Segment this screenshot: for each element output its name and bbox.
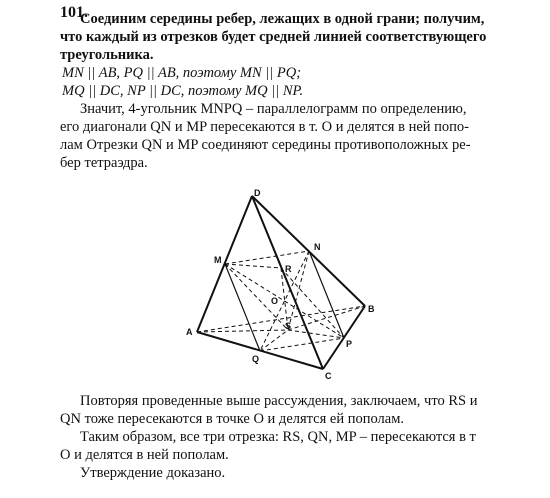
text-line-7: его диагонали QN и MP пересекаются в т. O и делятся в ней попо- xyxy=(60,119,469,135)
label-N: N xyxy=(314,242,321,252)
label-O: O xyxy=(271,296,279,306)
segment-QS xyxy=(260,330,288,351)
segment-QP xyxy=(260,338,344,351)
text-line-11: QN тоже пересекаются в точке O и делятся ей пополам. xyxy=(60,411,405,427)
text-line-14: Утверждение доказано. xyxy=(80,465,226,481)
text-line-5: MQ || DC, NP || DC, поэтому MQ || NP. xyxy=(62,83,304,99)
segment-SP xyxy=(288,330,344,338)
text-line-10: Повторяя проведенные выше рассуждения, заключаем, что RS и xyxy=(80,393,478,409)
text-line-3: треугольника. xyxy=(60,47,154,63)
label-B: B xyxy=(368,304,375,314)
label-M: M xyxy=(214,255,222,265)
segment-MN xyxy=(225,251,309,264)
text-line-2: что каждый из отрезков будет средней линией соответствующего xyxy=(60,29,487,45)
problem-number: 101. xyxy=(60,4,88,21)
label-R: R xyxy=(285,264,292,274)
label-D: D xyxy=(254,188,261,198)
label-Q: Q xyxy=(252,354,260,364)
label-P: P xyxy=(346,339,353,349)
text-line-8: лам Отрезки QN и MP соединяют середины противоположных ре- xyxy=(60,137,471,153)
segment-AS xyxy=(197,330,288,332)
text-line-1: Соединим середины ребер, лежащих в одной грани; получим, xyxy=(80,11,485,27)
label-S: S xyxy=(285,321,292,331)
text-line-6: Значит, 4-угольник MNPQ – параллелограмм по определению, xyxy=(80,101,467,117)
label-C: C xyxy=(325,371,332,381)
segment-MQ xyxy=(225,264,260,351)
text-line-4: MN || AB, PQ || AB, поэтому MN || PQ; xyxy=(62,65,302,81)
segment-NP xyxy=(309,251,344,338)
text-line-12: Таким образом, все три отрезка: RS, QN, MP – пересекаются в т xyxy=(80,429,476,445)
label-A: A xyxy=(186,327,193,337)
segment-MS xyxy=(225,264,288,330)
text-line-9: бер тетраэдра. xyxy=(60,155,148,171)
text-line-13: O и делятся в ней пополам. xyxy=(60,447,229,463)
segment-MR xyxy=(225,264,281,268)
